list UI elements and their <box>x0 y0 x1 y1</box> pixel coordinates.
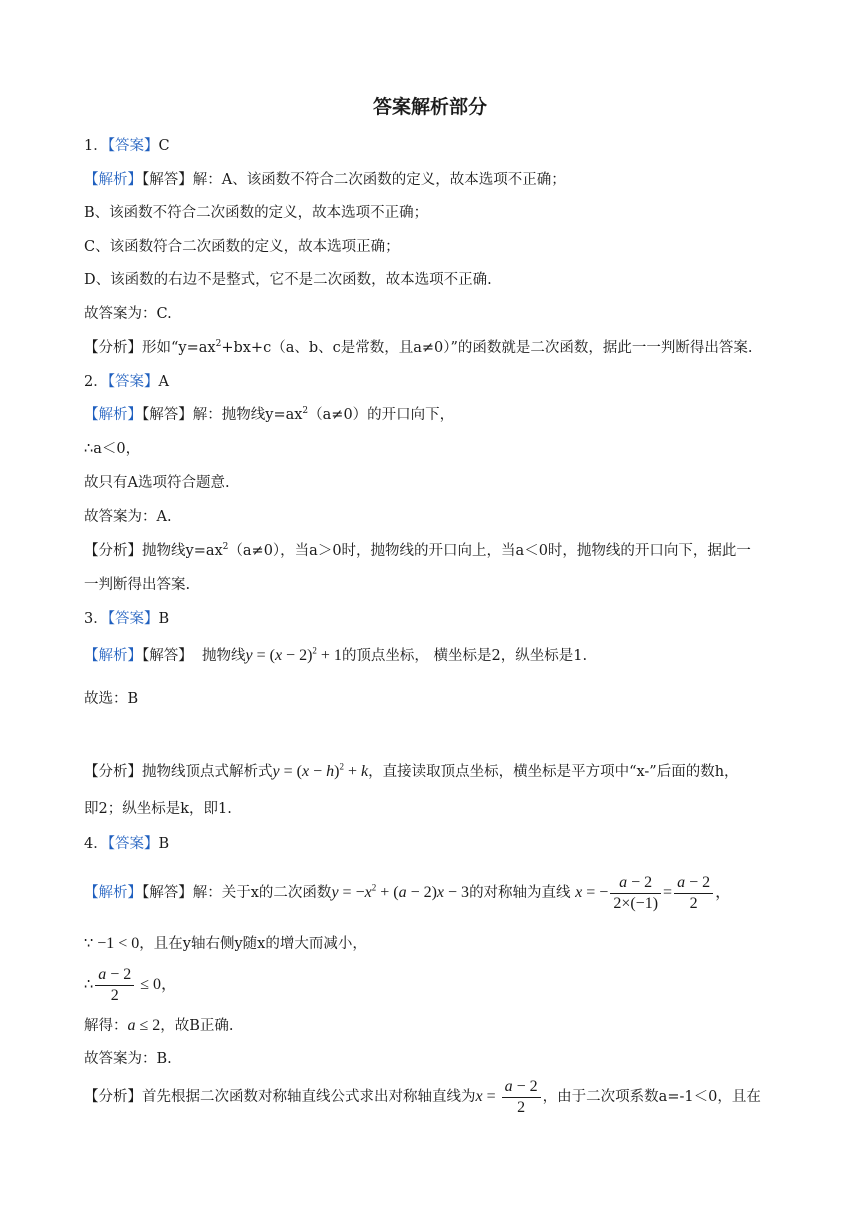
formula-axis: x = − $\frac{a - 2}{2\times(-1)}$ = $\frac{a - 2}{2}$ ， <box>575 874 732 912</box>
q4-answer: B <box>158 836 170 852</box>
q3-answer-line <box>84 609 169 629</box>
formula-vertex-general: $y = (x - h)^2 + k$ <box>272 761 369 780</box>
q1-answer-line <box>84 136 170 156</box>
jieda-tag: 【解答】 <box>142 172 193 188</box>
page-title: 答案解析部分 <box>372 96 487 118</box>
q4-solution-line-3 <box>84 966 177 1005</box>
fenxi-tag: 【分析】 <box>84 1089 142 1106</box>
q3-analysis-cont: 即2；纵坐标是k，即1. <box>84 801 232 817</box>
answer-tag: 【答案】 <box>107 836 159 852</box>
formula-negative-one: −1 < 0 <box>93 935 140 952</box>
q2-analysis-a: 抛物线y=ax <box>142 543 223 559</box>
q2-number: 2． <box>84 374 108 390</box>
q2-answer-line <box>84 372 169 392</box>
q3-analysis <box>84 762 739 782</box>
jiexi-tag: 【解析】 <box>84 648 142 664</box>
jieda-tag: 【解答】 <box>142 648 193 664</box>
fenxi-tag: 【分析】 <box>84 543 142 559</box>
q2-text-1b: （a≠0）的开口向下， <box>308 407 455 423</box>
q4-text-4b: ，故B正确. <box>160 1018 234 1034</box>
q3-answer: B <box>158 611 170 627</box>
because-symbol: ∵ <box>84 936 94 952</box>
q2-answer: A <box>158 374 169 390</box>
q4-analysis-b: ，由于二次项系数a=-1＜0，且在 <box>542 1089 761 1106</box>
q1-text-1: 解：A、该函数不符合二次函数的定义，故本选项不正确； <box>192 172 566 188</box>
q2-conclusion: 故答案为：A. <box>84 509 172 525</box>
q4-text-4a: 解得： <box>84 1018 128 1034</box>
q1-number: 1． <box>84 138 108 154</box>
therefore-symbol: ∴ <box>84 977 94 994</box>
q4-text-1b: 的对称轴为直线 <box>469 885 571 902</box>
fenxi-tag: 【分析】 <box>84 764 142 780</box>
answer-tag: 【答案】 <box>107 374 159 390</box>
formula-vertex: $y = (x - 2)^2 + 1$ <box>245 645 342 664</box>
q3-conclusion: 故选：B <box>84 691 139 707</box>
fenxi-tag: 【分析】 <box>84 340 142 356</box>
q1-solution-line-4: D、该函数的右边不是整式，它不是二次函数，故本选项不正确. <box>84 272 492 288</box>
q2-analysis: 【分析】抛物线$y=ax^2(a\ne 0)$，当a＞0时，抛物线的开口向上，当a＜0时，抛物线的开口向下，据此一 <box>84 542 751 559</box>
jiexi-tag: 【解析】 <box>84 407 142 423</box>
q1-analysis-a: 形如“y=ax <box>142 340 216 356</box>
q4-solution-line-1 <box>84 874 731 913</box>
q2-text-1a: 解：抛物线y=ax <box>192 407 303 423</box>
jiexi-tag: 【解析】 <box>84 172 142 188</box>
q1-analysis-b: +bx+c（a、b、c是常数，且a≠0）”的函数就是二次函数，据此一一判断得出答案. <box>221 340 753 356</box>
formula-quadratic: $y = -x^2 + (a - 2)x - 3$ <box>331 882 470 902</box>
q4-number: 4． <box>84 836 108 852</box>
jiexi-tag: 【解析】 <box>84 885 142 902</box>
q1-solution-line-1 <box>84 170 566 190</box>
q4-answer-line <box>84 834 169 854</box>
q4-analysis <box>84 1078 761 1117</box>
q3-text-1b: 的顶点坐标， 横坐标是2，纵坐标是1. <box>341 648 588 664</box>
q4-solution-line-4 <box>84 1016 234 1036</box>
q3-number: 3． <box>84 611 108 627</box>
q1-solution-line-3: C、该函数符合二次函数的定义，故本选项正确； <box>84 239 400 255</box>
q4-text-2b: ，且在y轴右侧y随x的增大而减小， <box>139 936 367 952</box>
q4-analysis-a: 首先根据二次函数对称轴直线公式求出对称轴直线为 <box>142 1089 476 1106</box>
q2-solution-line-2: ∴a＜0， <box>84 441 141 457</box>
formula-axis-simple: x = $\frac{a - 2}{2}$ <box>476 1088 543 1105</box>
q4-solution-line-2 <box>84 934 367 954</box>
jieda-tag: 【解答】 <box>142 407 193 423</box>
q1-answer: C <box>158 138 170 154</box>
q4-conclusion: 故答案为：B. <box>84 1051 172 1067</box>
answer-tag: 【答案】 <box>107 611 159 627</box>
q3-analysis-a: 抛物线顶点式解析式 <box>142 764 273 780</box>
q2-analysis-b: （a≠0），当a＞0时，抛物线的开口向上，当a＜0时，抛物线的开口向下，据此一 <box>228 543 751 559</box>
q1-conclusion: 故答案为：C. <box>84 306 172 322</box>
q2-analysis-cont: 一判断得出答案. <box>84 577 191 593</box>
q3-solution-line-1 <box>84 646 587 666</box>
jieda-tag: 【解答】 <box>142 885 193 902</box>
q2-solution-line-1: 【解析】【解答】解：抛物线$y=ax^2(a\ne 0)$的开口向下， <box>84 406 455 423</box>
q1-solution-line-2: B、该函数不符合二次函数的定义，故本选项不正确； <box>84 205 429 221</box>
formula-inequality: $\frac{a - 2}{2}$ ≤ 0， <box>93 976 177 993</box>
answer-tag: 【答案】 <box>107 138 159 154</box>
formula-result: a ≤ 2 <box>127 1017 161 1034</box>
q3-analysis-b: ，直接读取顶点坐标，横坐标是平方项中“x-”后面的数h， <box>368 764 739 780</box>
q3-text-1a: 抛物线 <box>201 648 246 664</box>
q1-analysis: 【分析】形如“$y=ax^2+bx+c(a$、b、c是常数，且a≠0）”的函数就是二次函数，据此一一判断得出答案. <box>84 339 753 356</box>
q2-solution-line-3: 故只有A选项符合题意. <box>84 475 230 491</box>
q4-text-1a: 解：关于x的二次函数 <box>192 885 332 902</box>
